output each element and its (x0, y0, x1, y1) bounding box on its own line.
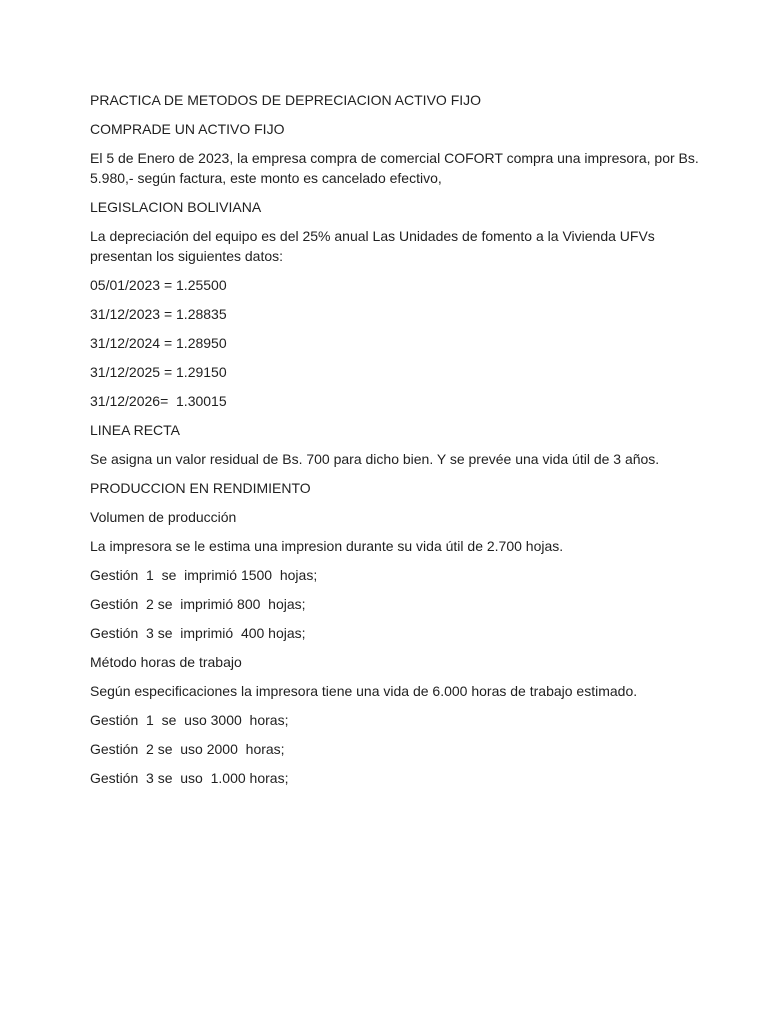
compra-paragraph (90, 148, 699, 188)
horas-heading: Método horas de trabajo (90, 654, 242, 670)
ufv-row: 31/12/2026= 1.30015 (90, 393, 227, 409)
volumen-heading: Volumen de producción (90, 509, 237, 525)
heading-legislacion: LEGISLACION BOLIVIANA (90, 199, 262, 215)
volumen-gestion-row: Gestión 1 se imprimió 1500 hojas; (90, 567, 318, 583)
heading-produccion: PRODUCCION EN RENDIMIENTO (90, 480, 311, 496)
heading-linea-recta: LINEA RECTA (90, 422, 180, 438)
legislacion-line-2: presentan los siguientes datos: (90, 248, 284, 264)
horas-paragraph: Según especificaciones la impresora tiene una vida de 6.000 horas de trabajo estimado. (90, 683, 638, 699)
ufv-row: 31/12/2023 = 1.28835 (90, 306, 227, 322)
ufv-row: 31/12/2024 = 1.28950 (90, 335, 227, 351)
document-title: PRACTICA DE METODOS DE DEPRECIACION ACTIVO FIJO (90, 92, 482, 108)
compra-line-2: 5.980,- según factura, este monto es cancelado efectivo, (90, 170, 442, 186)
horas-gestion-row: Gestión 1 se uso 3000 horas; (90, 712, 289, 728)
linea-recta-paragraph: Se asigna un valor residual de Bs. 700 para dicho bien. Y se prevée una vida útil de 3 años. (90, 451, 660, 467)
compra-line-1: El 5 de Enero de 2023, la empresa compra de comercial COFORT compra una impresora, por Bs. (90, 150, 699, 166)
legislacion-line-1: La depreciación del equipo es del 25% anual Las Unidades de fomento a la Vivienda UFVs (90, 228, 655, 244)
volumen-paragraph: La impresora se le estima una impresion durante su vida útil de 2.700 hojas. (90, 538, 564, 554)
ufv-row: 31/12/2025 = 1.29150 (90, 364, 227, 380)
legislacion-paragraph (90, 226, 690, 266)
heading-compra: COMPRADE UN ACTIVO FIJO (90, 121, 285, 137)
document-body (90, 90, 699, 797)
ufv-row: 05/01/2023 = 1.25500 (90, 277, 227, 293)
volumen-gestion-row: Gestión 3 se imprimió 400 hojas; (90, 625, 306, 641)
horas-gestion-row: Gestión 2 se uso 2000 horas; (90, 741, 285, 757)
volumen-gestion-row: Gestión 2 se imprimió 800 hojas; (90, 596, 306, 612)
horas-gestion-row: Gestión 3 se uso 1.000 horas; (90, 770, 289, 786)
